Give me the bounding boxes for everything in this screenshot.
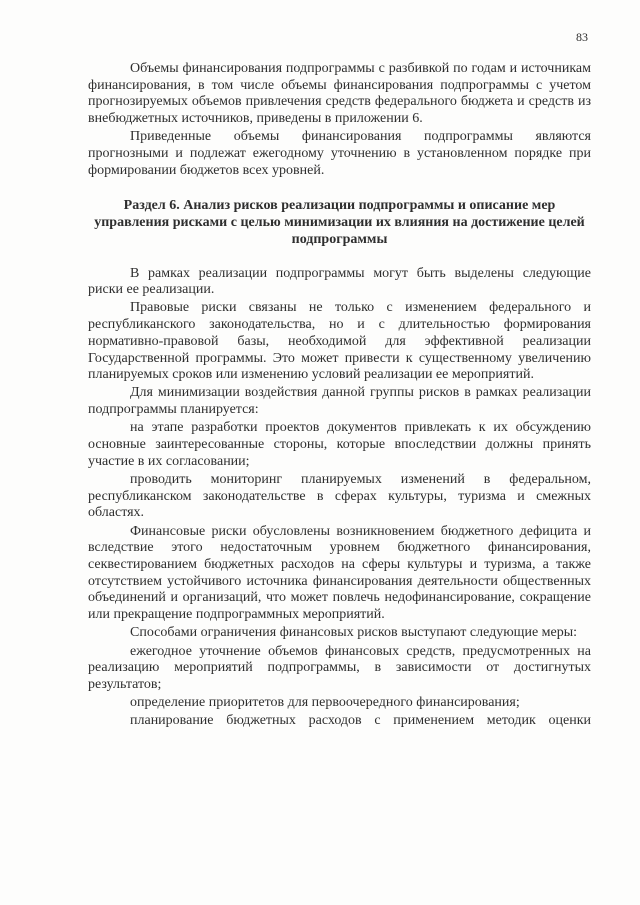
paragraph: Объемы финансирования подпрограммы с разбивкой по годам и источникам финансирования, в том числе объемы финансирования подпрограммы с учетом прогнозируемых объемов привлечения средств федерального бюджета и средств из внебюджетных источников, приведены в приложении 6. (88, 61, 591, 127)
document-body (88, 61, 591, 732)
paragraph: Приведенные объемы финансирования подпрограммы являются прогнозными и подлежат ежегодному уточнению в установленном порядке при формировании бюджетов всех уровней. (88, 129, 591, 178)
paragraph: Финансовые риски обусловлены возникновением бюджетного дефицита и вследствие этого недостаточным уровнем бюджетного финансирования, секвестированием бюджетных расходов на сферы культуры и туризма, а также отсутствием устойчивого источника финансирования деятельности общественных объединений и организаций, что может повлечь недофинансирование, сокращение или прекращение подпрограммных мероприятий. (88, 523, 591, 623)
paragraph: В рамках реализации подпрограммы могут быть выделены следующие риски ее реализации. (88, 265, 591, 298)
list-item: на этапе разработки проектов документов привлекать к их обсуждению основные заинтересованные стороны, которые впоследствии должны принять участие в их согласовании; (88, 420, 591, 469)
paragraph: Способами ограничения финансовых рисков выступают следующие меры: (130, 625, 578, 641)
paragraph: Для минимизации воздействия данной группы рисков в рамках реализации подпрограммы планируется: (88, 385, 591, 418)
section-heading: Раздел 6. Анализ рисков реализации подпрограммы и описание мер управления рисками с целью минимизации их влияния на достижение целей подпрограммы (94, 198, 585, 247)
list-item: проводить мониторинг планируемых изменений в федеральном, республиканском законодательстве в сферах культуры, туризма и смежных областях. (88, 471, 591, 521)
list-item: определение приоритетов для первоочередного финансирования; (130, 695, 520, 711)
list-item: ежегодное уточнение объемов финансовых средств, предусмотренных на реализацию мероприятий подпрограммы, в зависимости от достигнутых результатов; (88, 643, 591, 692)
list-item: планирование бюджетных расходов с применением методик оценки (130, 713, 591, 729)
page-number: 83 (576, 30, 588, 44)
paragraph: Правовые риски связаны не только с изменением федерального и республиканского законодательства, но и с длительностью формирования нормативно-правовой базы, необходимой для эффективной реализации Государственной программы. Это может привести к существенному увеличению планируемых сроков или изменению условий реализации ее мероприятий. (88, 300, 591, 383)
